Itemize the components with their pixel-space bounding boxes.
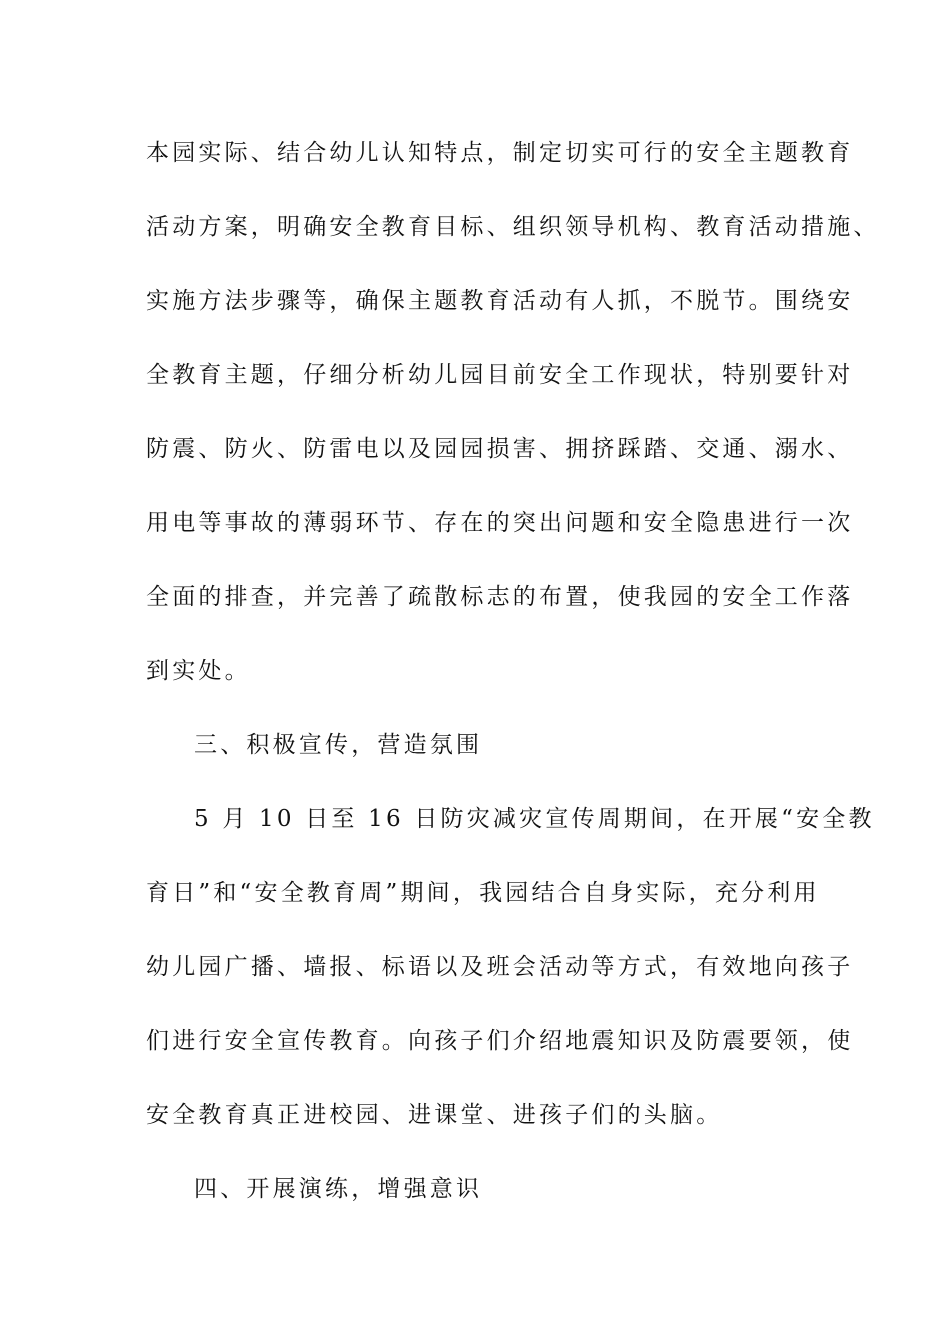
- paragraph-line: 活动方案，明确安全教育目标、组织领导机构、教育活动措施、: [146, 214, 880, 240]
- paragraph-line: 们进行安全宣传教育。向孩子们介绍地震知识及防震要领，使: [146, 1028, 854, 1054]
- paragraph-line: 全教育主题，仔细分析幼儿园目前安全工作现状，特别要针对: [146, 362, 854, 388]
- paragraph-line: 5 月 10 日至 16 日防灾减灾宣传周期间，在开展“安全教: [194, 806, 875, 832]
- paragraph-line: 幼儿园广播、墙报、标语以及班会活动等方式，有效地向孩子: [146, 954, 854, 980]
- paragraph-line: 用电等事故的薄弱环节、存在的突出问题和安全隐患进行一次: [146, 510, 854, 536]
- paragraph-line: 防震、防火、防雷电以及园园损害、拥挤踩踏、交通、溺水、: [146, 436, 854, 462]
- section-heading: 四、开展演练，增强意识: [194, 1176, 483, 1202]
- paragraph-line: 安全教育真正进校园、进课堂、进孩子们的头脑。: [146, 1102, 723, 1128]
- paragraph-line: 育日”和“安全教育周”期间，我园结合自身实际，充分利用: [146, 880, 820, 906]
- paragraph-line: 到实处。: [146, 658, 251, 684]
- section-heading: 三、积极宣传，营造氛围: [194, 732, 483, 758]
- paragraph-line: 全面的排查，并完善了疏散标志的布置，使我园的安全工作落: [146, 584, 854, 610]
- paragraph-line: 实施方法步骤等，确保主题教育活动有人抓，不脱节。围绕安: [146, 288, 854, 314]
- paragraph-line: 本园实际、结合幼儿认知特点，制定切实可行的安全主题教育: [146, 140, 854, 166]
